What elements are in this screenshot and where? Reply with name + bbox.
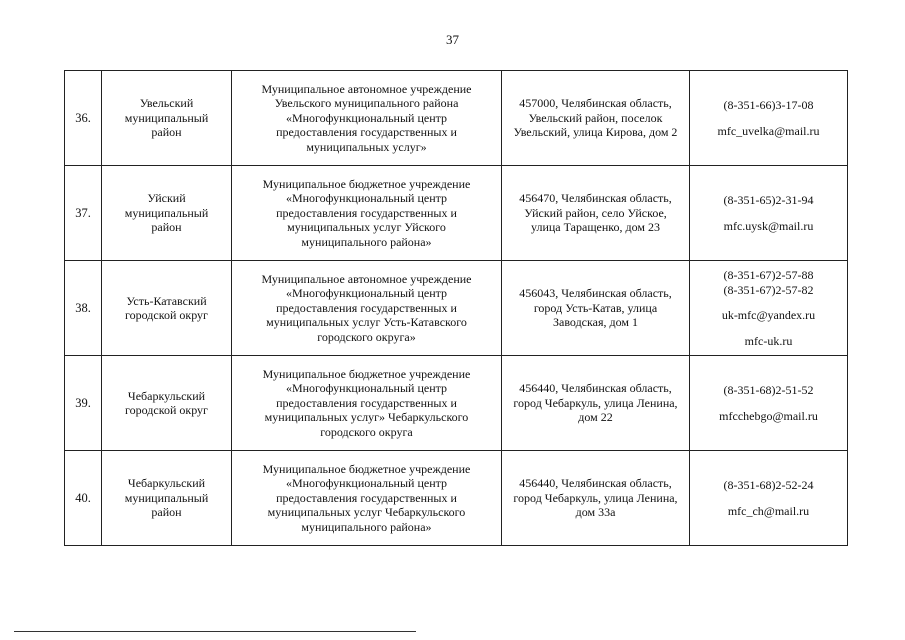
institution-cell-line: «Многофункциональный центр — [285, 476, 448, 491]
address-cell-line: Уйский район, село Уйское, — [524, 205, 667, 220]
institution-cell-line: муниципальных услуг Уйского — [287, 220, 446, 235]
institution-cell — [232, 261, 502, 356]
district-cell-line: район — [151, 125, 182, 140]
address-cell-line: город Усть-Катав, улица — [533, 300, 658, 315]
institution-cell-line: муниципальных услуг Усть-Катавского — [266, 315, 467, 330]
institution-cell-line: городского округа» — [317, 329, 416, 344]
district-cell-line: Чебаркульский — [127, 388, 206, 403]
address-cell-line: дом 22 — [578, 410, 613, 425]
district-cell — [102, 261, 232, 356]
district-cell — [102, 71, 232, 166]
table-row — [65, 166, 848, 261]
institution-cell-line: городского округа — [320, 424, 413, 439]
row-number: 39. — [65, 356, 102, 451]
address-cell — [502, 356, 690, 451]
address-cell-line: 456043, Челябинская область, — [519, 286, 672, 301]
contact-spacer — [693, 493, 844, 504]
address-cell — [502, 451, 690, 546]
institution-cell-line: Муниципальное автономное учреждение — [261, 271, 472, 286]
institution-cell-line: Увельского муниципального района — [274, 96, 459, 111]
address-cell-line: 456440, Челябинская область, — [519, 476, 672, 491]
row-number: 38. — [65, 261, 102, 356]
contact-spacer — [693, 113, 844, 124]
phone-number: (8-351-68)2-52-24 — [723, 478, 814, 492]
phone-number: (8-351-67)2-57-82 — [723, 282, 814, 297]
phone-number: (8-351-66)3-17-08 — [723, 98, 814, 112]
institution-cell — [232, 356, 502, 451]
district-cell-line: район — [151, 505, 182, 520]
table-row — [65, 261, 848, 356]
institution-cell-line: «Многофункциональный центр — [285, 110, 448, 125]
district-cell — [102, 451, 232, 546]
institution-cell-line: муниципального района» — [301, 519, 432, 534]
email-address: mfc_ch@mail.ru — [727, 503, 810, 518]
institution-cell-line: предоставления государственных и — [276, 125, 457, 140]
institution-cell — [232, 451, 502, 546]
address-cell-line: город Чебаркуль, улица Ленина, — [513, 490, 678, 505]
district-cell-line: Увельский — [139, 96, 194, 111]
table-body — [65, 71, 848, 546]
district-cell-line: муниципальный — [124, 490, 209, 505]
address-cell-line: 457000, Челябинская область, — [519, 96, 672, 111]
address-cell-line: Заводская, дом 1 — [553, 315, 638, 330]
institution-cell-line: муниципального района» — [301, 234, 432, 249]
address-cell — [502, 261, 690, 356]
district-cell-line: муниципальный — [124, 205, 209, 220]
address-cell-line: 456470, Челябинская область, — [519, 191, 672, 206]
institution-cell-line: предоставления государственных и — [276, 490, 457, 505]
institution-cell-line: предоставления государственных и — [276, 205, 457, 220]
mfc-table — [64, 70, 848, 546]
institution-cell-line: муниципальных услуг» Чебаркульского — [264, 410, 469, 425]
institution-cell-line: муниципальных услуг Чебаркульского — [267, 505, 466, 520]
district-cell-line: городской округ — [125, 308, 208, 322]
institution-cell-line: «Многофункциональный центр — [285, 286, 448, 301]
address-cell-line: улица Таращенко, дом 23 — [531, 220, 660, 235]
table-row — [65, 451, 848, 546]
email-address: mfc-uk.ru — [744, 333, 793, 348]
phone-number: (8-351-68)2-51-52 — [723, 383, 814, 397]
phone-number: (8-351-65)2-31-94 — [723, 193, 814, 207]
district-cell-line: городской округ — [125, 403, 208, 417]
footnote-divider — [14, 631, 416, 632]
address-cell-line: дом 33а — [575, 505, 616, 520]
contact-spacer — [693, 323, 844, 334]
contacts-cell — [690, 356, 848, 451]
address-cell — [502, 166, 690, 261]
district-cell-line: муниципальный — [124, 110, 209, 125]
email-address: mfcchebgo@mail.ru — [719, 408, 818, 423]
contact-spacer — [693, 208, 844, 219]
institution-cell-line: муниципальных услуг» — [306, 139, 427, 154]
contacts-cell — [690, 71, 848, 166]
institution-cell — [232, 166, 502, 261]
page-number: 37 — [446, 32, 459, 47]
contact-spacer — [693, 297, 844, 308]
institution-cell-line: «Многофункциональный центр — [285, 191, 448, 206]
row-number: 37. — [65, 166, 102, 261]
district-cell — [102, 166, 232, 261]
table-row — [65, 71, 848, 166]
district-cell-line: Усть-Катавский — [126, 293, 207, 308]
contact-spacer — [693, 398, 844, 409]
institution-cell-line: предоставления государственных и — [276, 300, 457, 315]
institution-cell-line: Муниципальное автономное учреждение — [261, 81, 472, 96]
institution-cell-line: предоставления государственных и — [276, 395, 457, 410]
address-cell-line: 456440, Челябинская область, — [519, 381, 672, 396]
address-cell-line: город Чебаркуль, улица Ленина, — [513, 395, 678, 410]
contacts-cell — [690, 451, 848, 546]
address-cell-line: Увельский, улица Кирова, дом 2 — [513, 125, 678, 140]
address-cell — [502, 71, 690, 166]
address-cell-line: Увельский район, поселок — [528, 110, 663, 125]
row-number: 36. — [65, 71, 102, 166]
email-address: mfc_uvelka@mail.ru — [717, 123, 820, 138]
institution-cell — [232, 71, 502, 166]
table-row — [65, 356, 848, 451]
institution-cell-line: Муниципальное бюджетное учреждение — [262, 461, 471, 476]
email-address: mfc.uysk@mail.ru — [723, 218, 814, 233]
phone-number: (8-351-67)2-57-88 — [723, 268, 814, 282]
district-cell-line: Уйский — [147, 191, 186, 206]
contacts-cell — [690, 166, 848, 261]
district-cell-line: Чебаркульский — [127, 476, 206, 491]
institution-cell-line: Муниципальное бюджетное учреждение — [262, 366, 471, 381]
institution-cell-line: «Многофункциональный центр — [285, 381, 448, 396]
contacts-cell — [690, 261, 848, 356]
row-number: 40. — [65, 451, 102, 546]
district-cell-line: район — [151, 220, 182, 235]
institution-cell-line: Муниципальное бюджетное учреждение — [262, 176, 471, 191]
district-cell — [102, 356, 232, 451]
email-address: uk-mfc@yandex.ru — [721, 308, 816, 322]
